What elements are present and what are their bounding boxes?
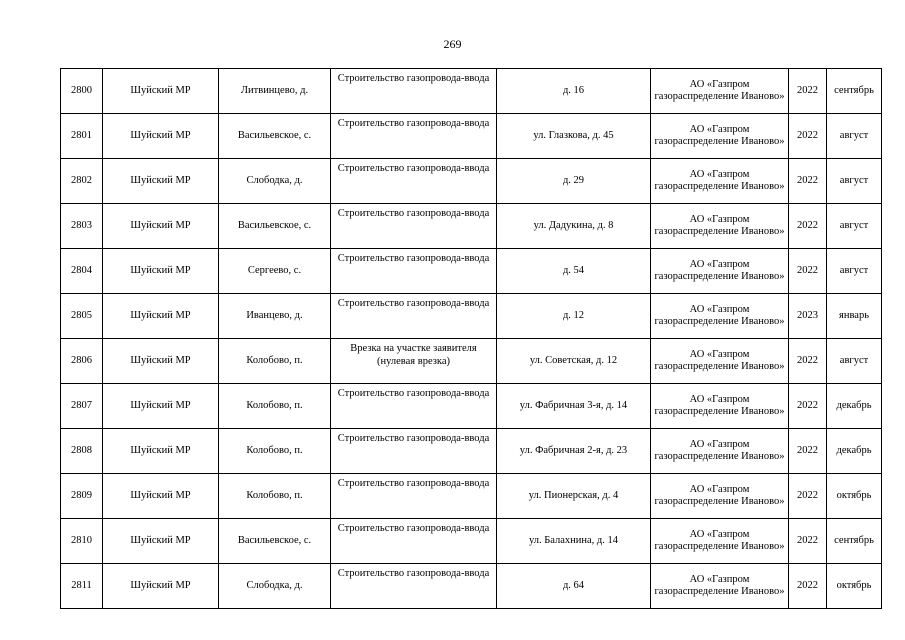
month-cell: январь bbox=[827, 294, 882, 339]
month-cell: октябрь bbox=[827, 474, 882, 519]
month-cell: сентябрь bbox=[827, 69, 882, 114]
year-cell: 2022 bbox=[789, 114, 827, 159]
organization-cell: АО «Газпром газораспределение Иваново» bbox=[651, 69, 789, 114]
locality-cell: Слободка, д. bbox=[219, 564, 331, 609]
table-row bbox=[61, 564, 882, 609]
row-number: 2807 bbox=[61, 384, 103, 429]
locality-cell: Васильевское, с. bbox=[219, 114, 331, 159]
work-type-cell: Строительство газопровода-ввода bbox=[331, 564, 497, 609]
work-type-cell: Строительство газопровода-ввода bbox=[331, 294, 497, 339]
work-type-cell: Строительство газопровода-ввода bbox=[331, 474, 497, 519]
district-cell: Шуйский МР bbox=[103, 384, 219, 429]
row-number: 2800 bbox=[61, 69, 103, 114]
locality-cell: Колобово, п. bbox=[219, 474, 331, 519]
work-type-cell: Строительство газопровода-ввода bbox=[331, 519, 497, 564]
work-type-cell: Строительство газопровода-ввода bbox=[331, 159, 497, 204]
district-cell: Шуйский МР bbox=[103, 429, 219, 474]
table-body bbox=[61, 69, 882, 609]
work-type-cell: Строительство газопровода-ввода bbox=[331, 249, 497, 294]
month-cell: декабрь bbox=[827, 384, 882, 429]
district-cell: Шуйский МР bbox=[103, 294, 219, 339]
locality-cell: Иванцево, д. bbox=[219, 294, 331, 339]
district-cell: Шуйский МР bbox=[103, 114, 219, 159]
table-row bbox=[61, 204, 882, 249]
month-cell: декабрь bbox=[827, 429, 882, 474]
month-cell: август bbox=[827, 249, 882, 294]
table-row bbox=[61, 474, 882, 519]
page-number: 269 bbox=[443, 37, 462, 51]
work-type-cell: Строительство газопровода-ввода bbox=[331, 429, 497, 474]
year-cell: 2023 bbox=[789, 294, 827, 339]
address-cell: ул. Балахнина, д. 14 bbox=[497, 519, 651, 564]
table-row bbox=[61, 339, 882, 384]
year-cell: 2022 bbox=[789, 159, 827, 204]
year-cell: 2022 bbox=[789, 384, 827, 429]
year-cell: 2022 bbox=[789, 204, 827, 249]
address-cell: д. 64 bbox=[497, 564, 651, 609]
row-number: 2810 bbox=[61, 519, 103, 564]
district-cell: Шуйский МР bbox=[103, 564, 219, 609]
organization-cell: АО «Газпром газораспределение Иваново» bbox=[651, 339, 789, 384]
year-cell: 2022 bbox=[789, 69, 827, 114]
district-cell: Шуйский МР bbox=[103, 204, 219, 249]
locality-cell: Сергеево, с. bbox=[219, 249, 331, 294]
address-cell: ул. Глазкова, д. 45 bbox=[497, 114, 651, 159]
organization-cell: АО «Газпром газораспределение Иваново» bbox=[651, 249, 789, 294]
row-number: 2802 bbox=[61, 159, 103, 204]
table-row bbox=[61, 249, 882, 294]
month-cell: август bbox=[827, 339, 882, 384]
address-cell: ул. Советская, д. 12 bbox=[497, 339, 651, 384]
address-cell: ул. Фабричная 3-я, д. 14 bbox=[497, 384, 651, 429]
year-cell: 2022 bbox=[789, 249, 827, 294]
locality-cell: Колобово, п. bbox=[219, 339, 331, 384]
organization-cell: АО «Газпром газораспределение Иваново» bbox=[651, 564, 789, 609]
district-cell: Шуйский МР bbox=[103, 339, 219, 384]
district-cell: Шуйский МР bbox=[103, 519, 219, 564]
organization-cell: АО «Газпром газораспределение Иваново» bbox=[651, 474, 789, 519]
organization-cell: АО «Газпром газораспределение Иваново» bbox=[651, 294, 789, 339]
table-row bbox=[61, 294, 882, 339]
address-cell: д. 29 bbox=[497, 159, 651, 204]
address-cell: д. 16 bbox=[497, 69, 651, 114]
table-row bbox=[61, 69, 882, 114]
district-cell: Шуйский МР bbox=[103, 249, 219, 294]
work-type-cell: Строительство газопровода-ввода bbox=[331, 69, 497, 114]
organization-cell: АО «Газпром газораспределение Иваново» bbox=[651, 204, 789, 249]
address-cell: д. 54 bbox=[497, 249, 651, 294]
table-row bbox=[61, 429, 882, 474]
district-cell: Шуйский МР bbox=[103, 69, 219, 114]
row-number: 2811 bbox=[61, 564, 103, 609]
month-cell: октябрь bbox=[827, 564, 882, 609]
locality-cell: Колобово, п. bbox=[219, 429, 331, 474]
organization-cell: АО «Газпром газораспределение Иваново» bbox=[651, 429, 789, 474]
year-cell: 2022 bbox=[789, 519, 827, 564]
row-number: 2806 bbox=[61, 339, 103, 384]
organization-cell: АО «Газпром газораспределение Иваново» bbox=[651, 114, 789, 159]
organization-cell: АО «Газпром газораспределение Иваново» bbox=[651, 519, 789, 564]
row-number: 2803 bbox=[61, 204, 103, 249]
month-cell: август bbox=[827, 159, 882, 204]
year-cell: 2022 bbox=[789, 474, 827, 519]
locality-cell: Васильевское, с. bbox=[219, 204, 331, 249]
row-number: 2809 bbox=[61, 474, 103, 519]
registry-table bbox=[60, 68, 882, 609]
locality-cell: Слободка, д. bbox=[219, 159, 331, 204]
table-row bbox=[61, 114, 882, 159]
organization-cell: АО «Газпром газораспределение Иваново» bbox=[651, 384, 789, 429]
address-cell: ул. Фабричная 2-я, д. 23 bbox=[497, 429, 651, 474]
month-cell: август bbox=[827, 114, 882, 159]
year-cell: 2022 bbox=[789, 564, 827, 609]
locality-cell: Литвинцево, д. bbox=[219, 69, 331, 114]
year-cell: 2022 bbox=[789, 429, 827, 474]
work-type-cell: Строительство газопровода-ввода bbox=[331, 204, 497, 249]
table-row bbox=[61, 519, 882, 564]
work-type-cell: Строительство газопровода-ввода bbox=[331, 384, 497, 429]
month-cell: сентябрь bbox=[827, 519, 882, 564]
district-cell: Шуйский МР bbox=[103, 474, 219, 519]
district-cell: Шуйский МР bbox=[103, 159, 219, 204]
work-type-cell: Врезка на участке заявителя (нулевая врезка) bbox=[331, 339, 497, 384]
row-number: 2808 bbox=[61, 429, 103, 474]
table-row bbox=[61, 159, 882, 204]
address-cell: ул. Пионерская, д. 4 bbox=[497, 474, 651, 519]
year-cell: 2022 bbox=[789, 339, 827, 384]
row-number: 2805 bbox=[61, 294, 103, 339]
row-number: 2801 bbox=[61, 114, 103, 159]
organization-cell: АО «Газпром газораспределение Иваново» bbox=[651, 159, 789, 204]
locality-cell: Колобово, п. bbox=[219, 384, 331, 429]
row-number: 2804 bbox=[61, 249, 103, 294]
table-row bbox=[61, 384, 882, 429]
month-cell: август bbox=[827, 204, 882, 249]
locality-cell: Васильевское, с. bbox=[219, 519, 331, 564]
work-type-cell: Строительство газопровода-ввода bbox=[331, 114, 497, 159]
address-cell: ул. Дадукина, д. 8 bbox=[497, 204, 651, 249]
address-cell: д. 12 bbox=[497, 294, 651, 339]
